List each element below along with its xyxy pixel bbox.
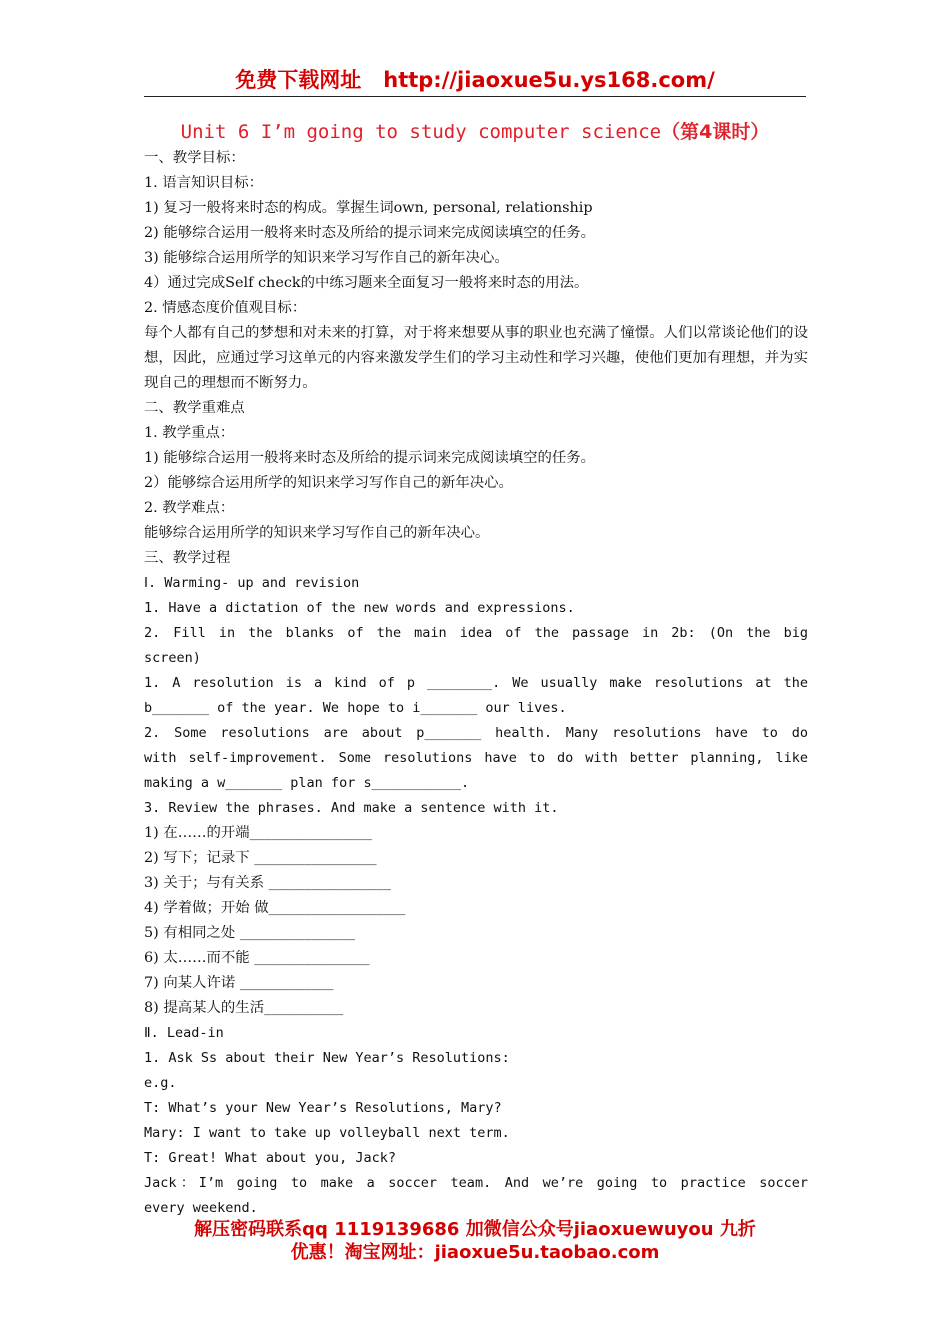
phrase-item: 1) 在……的开端_________________ xyxy=(144,825,373,841)
footer-line: 优惠！淘宝网址：jiaoxue5u.taobao.com xyxy=(290,1242,660,1263)
section-heading: 一、教学目标： xyxy=(144,150,245,166)
list-item: 4）通过完成Self check的中练习题来全面复习一般将来时态的用法。 xyxy=(144,275,589,291)
dialogue-line: every weekend. xyxy=(144,1200,258,1216)
phrase-item: 3) 关于；与有关系 _________________ xyxy=(144,875,391,891)
section-heading: 三、教学过程 xyxy=(144,550,231,566)
list-item: 2）能够综合运用所学的知识来学习写作自己的新年决心。 xyxy=(144,475,513,491)
list-item: 2) 能够综合运用一般将来时态及所给的提示词来完成阅读填空的任务。 xyxy=(144,225,596,241)
dialogue-line: Mary: I want to take up volleyball next term. xyxy=(144,1125,510,1141)
exercise-line: with self-improvement. Some resolutions have to do with better planning, like xyxy=(144,750,808,766)
step-heading: Ⅰ. Warming- up and revision xyxy=(144,575,360,591)
header-label: 免费下载网址 xyxy=(235,68,362,92)
exercise-line: 2. Some resolutions are about p_______ health. Many resolutions have to do xyxy=(144,725,808,741)
section-heading: 二、教学重难点 xyxy=(144,400,245,416)
list-item: 1) 能够综合运用一般将来时态及所给的提示词来完成阅读填空的任务。 xyxy=(144,450,596,466)
dialogue-line: Jack：I’m going to make a soccer team. And we’re going to practice soccer xyxy=(144,1175,808,1191)
header-divider xyxy=(144,96,806,97)
phrase-item: 5) 有相同之处 ________________ xyxy=(144,925,355,941)
phrase-item: 7) 向某人许诺 _____________ xyxy=(144,975,334,991)
phrase-item: 8) 提高某人的生活___________ xyxy=(144,1000,344,1016)
subsection-heading: 1. 语言知识目标： xyxy=(144,175,264,191)
list-item: 1. Have a dictation of the new words and expressions. xyxy=(144,600,575,616)
page-footer xyxy=(144,1218,806,1264)
step-heading: Ⅱ. Lead-in xyxy=(144,1025,224,1041)
dialogue-line: T: Great! What about you, Jack? xyxy=(144,1150,396,1166)
dialogue-line: T: What’s your New Year’s Resolutions, Mary? xyxy=(144,1100,502,1116)
exercise-line: 1. A resolution is a kind of p ________. We usually make resolutions at the xyxy=(144,675,808,691)
title-english: Unit 6 I’m going to study computer science xyxy=(180,121,662,143)
subsection-heading: 1. 教学重点： xyxy=(144,425,235,441)
document-title xyxy=(144,119,806,145)
page-header xyxy=(144,64,806,96)
phrase-item: 6) 太……而不能 ________________ xyxy=(144,950,370,966)
list-item: 1. Ask Ss about their New Year’s Resolutions: xyxy=(144,1050,510,1066)
header-url[interactable]: http://jiaoxue5u.ys168.com/ xyxy=(383,68,715,92)
paragraph: 每个人都有自己的梦想和对未来的打算，对于将来想要从事的职业也充满了憧憬。人们以常谈论他们的设想，因此，应通过学习这单元的内容来激发学生们的学习主动性和学习兴趣，使他们更加有理想，并为实现自己的理想而不断努力。 xyxy=(144,325,808,391)
phrase-item: 2) 写下；记录下 _________________ xyxy=(144,850,377,866)
text-line: e.g. xyxy=(144,1075,177,1091)
exercise-line: making a w_______ plan for s___________. xyxy=(144,775,470,791)
document-body xyxy=(144,146,808,1221)
subsection-heading: 2. 情感态度价值观目标： xyxy=(144,300,307,316)
text-line: screen) xyxy=(144,650,201,666)
subsection-heading: 2. 教学难点： xyxy=(144,500,235,516)
list-item: 3. Review the phrases. And make a sentence with it. xyxy=(144,800,559,816)
list-item: 3) 能够综合运用所学的知识来学习写作自己的新年决心。 xyxy=(144,250,509,266)
phrase-item: 4) 学着做；开始 做___________________ xyxy=(144,900,406,916)
footer-line: 解压密码联系qq 1119139686 加微信公众号jiaoxuewuyou 九折 xyxy=(194,1219,756,1240)
exercise-line: b_______ of the year. We hope to i_______ our lives. xyxy=(144,700,567,716)
paragraph: 能够综合运用所学的知识来学习写作自己的新年决心。 xyxy=(144,525,490,541)
list-item: 1) 复习一般将来时态的构成。掌握生词own, personal, relationship xyxy=(144,200,593,216)
title-chinese: （第4课时） xyxy=(661,121,770,143)
list-item: 2. Fill in the blanks of the main idea of the passage in 2b: (On the big xyxy=(144,625,808,641)
